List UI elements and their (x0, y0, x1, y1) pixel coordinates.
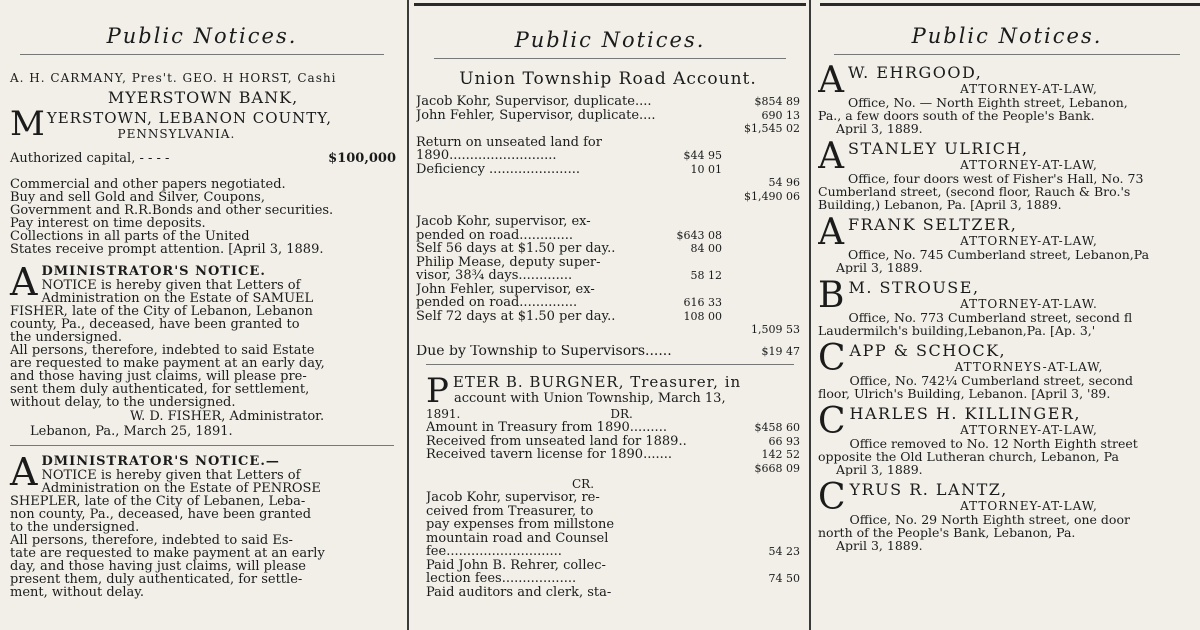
row-amount: 74 50 (768, 572, 800, 585)
row-total: 142 52 (761, 448, 800, 461)
account-row (416, 323, 800, 337)
row-label: Self 72 days at $1.50 per day.. (416, 309, 616, 323)
account-row (426, 572, 800, 586)
drop-cap: A (818, 139, 844, 177)
account-row (416, 163, 800, 177)
row-amount (740, 491, 800, 505)
notice-line: non county, Pa., deceased, have been granted (10, 507, 312, 522)
column-divider (407, 0, 409, 630)
account-row (416, 109, 800, 123)
bank-name: MYERSTOWN BANK, (107, 88, 299, 107)
notice-line: county, Pa., deceased, have been granted to (10, 317, 300, 332)
notice-signer: W. D. FISHER, Administrator. (130, 409, 325, 424)
attorney-cards (814, 55, 1200, 552)
account-row (426, 421, 800, 435)
drop-cap: P (426, 371, 449, 411)
treasurer-account (414, 365, 806, 599)
row-amount (740, 559, 800, 573)
column-right (814, 0, 1200, 630)
notice-line: are requested to make payment at an early day, (10, 356, 325, 371)
row-amount (662, 190, 722, 204)
attorney-title: ATTORNEY-AT-LAW. (960, 297, 1098, 311)
column-header: Public Notices. (106, 24, 298, 48)
bank-line: Commercial and other papers negotiated. (10, 177, 286, 192)
drop-cap: B (818, 278, 845, 316)
account-rows (426, 491, 800, 599)
road-account-title: Union Township Road Account. (459, 69, 757, 89)
bank-officers: A. H. CARMANY, Pres't. GEO. H HORST, Cashi (10, 71, 337, 85)
row-label: Jacob Kohr, Supervisor, duplicate.... (416, 95, 652, 109)
account-row (416, 136, 800, 150)
account-row (426, 505, 800, 519)
attorney-name: STANLEY ULRICH, (848, 139, 1029, 158)
row-label: pay expenses from millstone (426, 518, 615, 532)
row-label: Philip Mease, deputy super- (416, 255, 601, 269)
row-amount: 84 00 (690, 242, 722, 255)
row-total (722, 269, 800, 283)
row-total (722, 256, 800, 270)
row-label: John Fehler, Supervisor, duplicate.... (416, 108, 656, 122)
row-total (722, 163, 800, 177)
row-label: Paid auditors and clerk, sta- (426, 585, 612, 599)
attorney-line: Office, No. — North Eighth street, Lebanon, (848, 95, 1128, 110)
row-total: 1,509 53 (751, 323, 800, 336)
account-row (416, 256, 800, 270)
row-total: $1,545 02 (744, 122, 800, 135)
attorney-card (818, 278, 1200, 337)
row-amount (740, 505, 800, 519)
bank-line: Collections in all parts of the United (10, 229, 250, 244)
attorney-line: floor, Ulrich's Building, Lebanon. [April 3, '89. (818, 386, 1111, 400)
notice-body (10, 279, 396, 409)
notice-line: the undersigned. (10, 330, 123, 345)
notice-line: sent them duly authenticated, for settlement, (10, 382, 310, 397)
row-label: Received from unseated land for 1889.. (426, 434, 687, 448)
column-header: Public Notices. (514, 28, 706, 52)
capital-label: Authorized capital, - - - - (10, 151, 170, 166)
notice-line: without delay, to the undersigned. (10, 395, 236, 410)
row-amount: 58 12 (690, 269, 722, 282)
row-total (722, 242, 800, 256)
notice-title: DMINISTRATOR'S NOTICE. (41, 264, 266, 279)
account-row (416, 310, 800, 324)
row-label: ceived from Treasurer, to (426, 504, 594, 518)
attorney-line: April 3, 1889. (836, 121, 923, 135)
row-amount (662, 176, 722, 190)
row-label: lection fees.................. (426, 572, 577, 586)
row-label: Deficiency ...................... (416, 162, 580, 176)
row-total: $19 47 (761, 344, 800, 358)
bank-notice (0, 55, 404, 256)
attorney-title: ATTORNEY-AT-LAW, (960, 423, 1098, 437)
row-amount (740, 586, 800, 600)
row-label: Received tavern license for 1890....... (426, 448, 672, 462)
treasurer-year: 1891. (426, 407, 461, 421)
attorney-line: Pa., a few doors south of the People's Bank. (818, 108, 1095, 123)
row-label: Return on unseated land for (416, 135, 602, 149)
notice-body (10, 469, 396, 599)
column-header: Public Notices. (911, 24, 1103, 48)
attorney-line: opposite the Old Lutheran church, Lebanon, Pa (818, 449, 1119, 464)
account-row (426, 532, 800, 546)
notice-title: DMINISTRATOR'S NOTICE.— (41, 454, 280, 469)
attorney-name: HARLES H. KILLINGER, (849, 404, 1082, 423)
attorney-line: April 3, 1889. (836, 538, 923, 552)
attorney-card (818, 63, 1200, 135)
row-total: 690 13 (761, 108, 800, 122)
notice-line: tate are requested to make payment at an early (10, 546, 325, 561)
attorney-line: Office, No. 742¼ Cumberland street, second (849, 373, 1134, 388)
account-row (416, 296, 800, 310)
notice-line: to the undersigned. (10, 520, 140, 535)
attorney-line: north of the People's Bank, Lebanon, Pa. (818, 525, 1076, 540)
row-amount (662, 323, 722, 337)
attorney-card (818, 215, 1200, 274)
row-amount (662, 136, 722, 150)
attorney-title: ATTORNEY-AT-LAW, (960, 158, 1098, 172)
attorney-name: APP & SCHOCK, (849, 341, 1007, 360)
account-row (416, 190, 800, 204)
row-amount (662, 283, 722, 297)
bank-line: Pay interest on time deposits. (10, 216, 206, 231)
notice-line: ment, without delay. (10, 585, 144, 600)
attorney-title: ATTORNEY-AT-LAW, (960, 234, 1098, 248)
notice-line: and those having just claims, will please pre- (10, 369, 307, 384)
row-total (722, 149, 800, 163)
bank-line: Government and R.R.Bonds and other securities. (10, 203, 334, 218)
row-total (722, 136, 800, 150)
attorney-card (818, 480, 1200, 552)
row-label: Jacob Kohr, supervisor, ex- (416, 215, 591, 229)
row-total (722, 310, 800, 324)
row-total: 54 96 (768, 176, 800, 189)
column-divider (809, 0, 811, 630)
admin-notice-fisher (0, 256, 404, 439)
account-row (426, 435, 800, 449)
account-row (426, 491, 800, 505)
bank-line: States receive prompt attention. [April 3, 1889. (10, 242, 324, 257)
notice-line: Administration on the Estate of SAMUEL (41, 291, 314, 306)
attorney-card (818, 404, 1200, 476)
attorney-line: April 3, 1889. (836, 260, 923, 274)
attorney-title: ATTORNEY-AT-LAW, (960, 499, 1098, 513)
notice-line: All persons, therefore, indebted to said Estate (10, 343, 315, 358)
attorney-line: Office removed to No. 12 North Eighth street (849, 436, 1138, 451)
column-middle (414, 0, 806, 630)
road-account (414, 59, 806, 358)
attorney-name: FRANK SELTZER, (848, 215, 1018, 234)
drop-cap: A (10, 260, 38, 304)
row-label: Self 56 days at $1.50 per day.. (416, 242, 616, 256)
attorney-card (818, 139, 1200, 211)
attorney-name: W. EHRGOOD, (848, 63, 983, 82)
account-row (426, 448, 800, 462)
row-label: pended on road.............. (416, 296, 578, 310)
row-total (722, 283, 800, 297)
treasurer-sub: account with Union Township, March 13, (454, 391, 726, 406)
account-row (416, 149, 800, 163)
attorney-name: YRUS R. LANTZ, (849, 480, 1008, 499)
attorney-line: April 3, 1889. (836, 462, 923, 476)
row-amount (662, 95, 722, 109)
account-row (416, 229, 800, 243)
attorney-name: M. STROUSE, (848, 278, 980, 297)
credit-label: CR. (571, 477, 595, 491)
account-row (416, 269, 800, 283)
row-label: mountain road and Counsel (426, 531, 609, 545)
drop-cap: A (10, 450, 38, 494)
account-row (416, 242, 800, 256)
account-row (416, 122, 800, 136)
account-row (416, 95, 800, 109)
attorney-title: ATTORNEYS-AT-LAW, (954, 360, 1104, 374)
row-amount: $44 95 (683, 149, 722, 162)
row-total (722, 229, 800, 243)
row-label: Due by Township to Supervisors...... (416, 344, 672, 358)
row-amount (662, 122, 722, 136)
row-label: Amount in Treasury from 1890......... (426, 421, 667, 435)
row-label: Paid John B. Rehrer, collec- (426, 558, 606, 572)
attorney-line: Office, No. 773 Cumberland street, second fl (848, 310, 1133, 325)
account-rows (416, 215, 800, 337)
drop-cap: C (818, 480, 846, 518)
row-amount: $643 08 (676, 228, 722, 242)
account-row (426, 518, 800, 532)
account-row (416, 283, 800, 297)
row-total: $1,490 06 (744, 189, 800, 203)
drop-cap: A (818, 63, 844, 101)
capital-value: $100,000 (328, 151, 396, 166)
row-amount: 10 01 (690, 162, 722, 176)
drop-cap: C (818, 341, 846, 379)
bank-services (10, 178, 396, 256)
drop-cap: C (818, 404, 846, 442)
notice-line: NOTICE is hereby given that Letters of (41, 278, 301, 293)
row-amount: 54 23 (768, 545, 800, 558)
notice-date: Lebanon, Pa., March 25, 1891. (30, 424, 233, 439)
attorney-title: ATTORNEY-AT-LAW, (960, 82, 1098, 96)
row-total (722, 296, 800, 310)
notice-line: All persons, therefore, indebted to said Es- (10, 533, 293, 548)
account-row (416, 176, 800, 190)
row-amount: 108 00 (683, 309, 722, 323)
row-amount (662, 215, 722, 229)
row-amount (662, 256, 722, 270)
drop-cap: M (10, 104, 45, 144)
attorney-line: Building,) Lebanon, Pa. [April 3, 1889. (818, 197, 1062, 211)
attorney-line: Office, No. 745 Cumberland street, Lebanon,Pa (848, 247, 1150, 262)
drop-cap: A (818, 215, 844, 253)
row-amount (740, 518, 800, 532)
row-amount: 616 33 (683, 296, 722, 309)
bank-place: YERSTOWN, LEBANON COUNTY, (46, 109, 333, 127)
account-row (416, 345, 800, 359)
row-total (722, 215, 800, 229)
column-left (0, 0, 404, 630)
bank-state: PENNSYLVANIA. (117, 127, 236, 141)
treasurer-title: ETER B. BURGNER, Treasurer, in (452, 373, 742, 391)
attorney-line: Cumberland street, (second floor, Rauch & Bro.'s (818, 184, 1131, 199)
account-row (426, 545, 800, 559)
row-total: 66 93 (768, 434, 800, 448)
row-label: Jacob Kohr, supervisor, re- (426, 491, 600, 505)
row-amount (662, 109, 722, 123)
notice-line: day, and those having just claims, will please (10, 559, 306, 574)
account-row (426, 462, 800, 476)
row-label: fee............................ (426, 545, 562, 559)
row-total: $458 60 (754, 421, 800, 434)
notice-line: FISHER, late of the City of Lebanon, Lebanon (10, 304, 313, 319)
attorney-line: Laudermilch's building,Lebanon,Pa. [Ap. 3,' (818, 323, 1096, 337)
account-rows (416, 95, 800, 203)
row-label: pended on road............. (416, 228, 574, 242)
row-amount (740, 532, 800, 546)
admin-notice-shepler (0, 446, 404, 599)
notice-line: NOTICE is hereby given that Letters of (41, 468, 301, 483)
account-row (416, 215, 800, 229)
notice-line: present them, duly authenticated, for settle- (10, 572, 303, 587)
debit-label: DR. (610, 407, 633, 421)
account-row (426, 559, 800, 573)
row-total: $668 09 (754, 461, 800, 475)
row-label: 1890.......................... (416, 149, 557, 163)
notice-line: Administration on the Estate of PENROSE (41, 481, 321, 496)
bank-line: Buy and sell Gold and Silver, Coupons, (10, 190, 265, 205)
notice-line: SHEPLER, late of the City of Lebanen, Leba- (10, 494, 306, 509)
account-rows (426, 421, 800, 475)
row-label: visor, 38¾ days............. (416, 269, 573, 283)
row-label: John Fehler, supervisor, ex- (416, 282, 595, 296)
attorney-line: Office, No. 29 North Eighth street, one door (849, 512, 1130, 527)
row-total: $854 89 (754, 95, 800, 108)
account-row (426, 586, 800, 600)
attorney-line: Office, four doors west of Fisher's Hall, No. 73 (848, 171, 1144, 186)
attorney-card (818, 341, 1200, 400)
